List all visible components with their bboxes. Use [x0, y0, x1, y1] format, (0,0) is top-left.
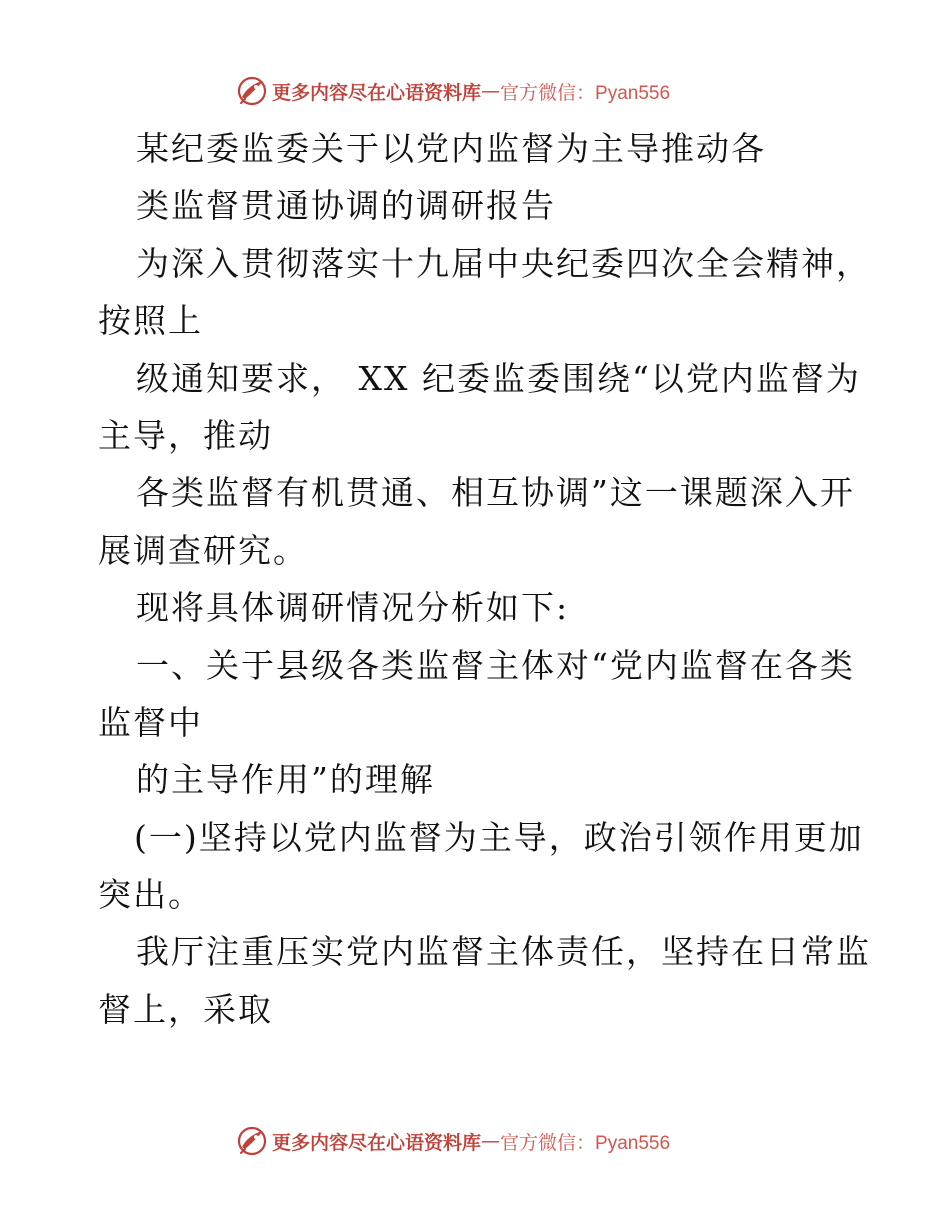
section-heading-line: 的主导作用”的理解: [136, 760, 435, 800]
watermark-text-main: 更多内容尽在心语资料库: [272, 81, 482, 104]
paragraph-line: 主导，推动: [98, 415, 273, 455]
watermark-banner-bottom: [236, 1124, 670, 1158]
paragraph-line: 我厅注重压实党内监督主体责任，坚持在日常监: [136, 932, 871, 972]
pen-logo-icon: [236, 1125, 268, 1157]
paragraph-line: 展调查研究。: [98, 530, 308, 570]
section-heading-line: 监督中: [98, 702, 203, 742]
paragraph-line: 各类监督有机贯通、相互协调”这一课题深入开: [136, 473, 855, 513]
pen-logo-icon: [236, 75, 268, 107]
subsection-heading-line: 突出。: [98, 875, 203, 915]
paragraph-line: 为深入贯彻落实十九届中央纪委四次全会精神，: [136, 243, 871, 283]
watermark-contact: 官方微信：Pyan556: [500, 82, 671, 104]
document-body: [98, 120, 871, 1038]
watermark-banner-top: [236, 74, 670, 108]
doc-title-line-1: 某纪委监委关于以党内监督为主导推动各: [136, 129, 766, 168]
paragraph-line: 按照上: [98, 301, 203, 341]
paragraph-line: 督上，采取: [98, 989, 273, 1029]
watermark-dash: —: [481, 80, 501, 102]
watermark-text-main: 更多内容尽在心语资料库: [272, 1131, 482, 1154]
section-heading-line: 一、关于县级各类监督主体对“党内监督在各类: [136, 645, 855, 685]
doc-title-line-2: 类监督贯通协调的调研报告: [136, 186, 556, 226]
watermark-contact: 官方微信：Pyan556: [500, 1132, 671, 1154]
watermark-dash: —: [481, 1130, 501, 1152]
subsection-heading-line: (一)坚持以党内监督为主导，政治引领作用更加: [134, 817, 864, 857]
paragraph-line: 级通知要求， XX 纪委监委围绕“以党内监督为: [136, 358, 861, 398]
paragraph-line: 现将具体调研情况分析如下:: [136, 588, 570, 628]
